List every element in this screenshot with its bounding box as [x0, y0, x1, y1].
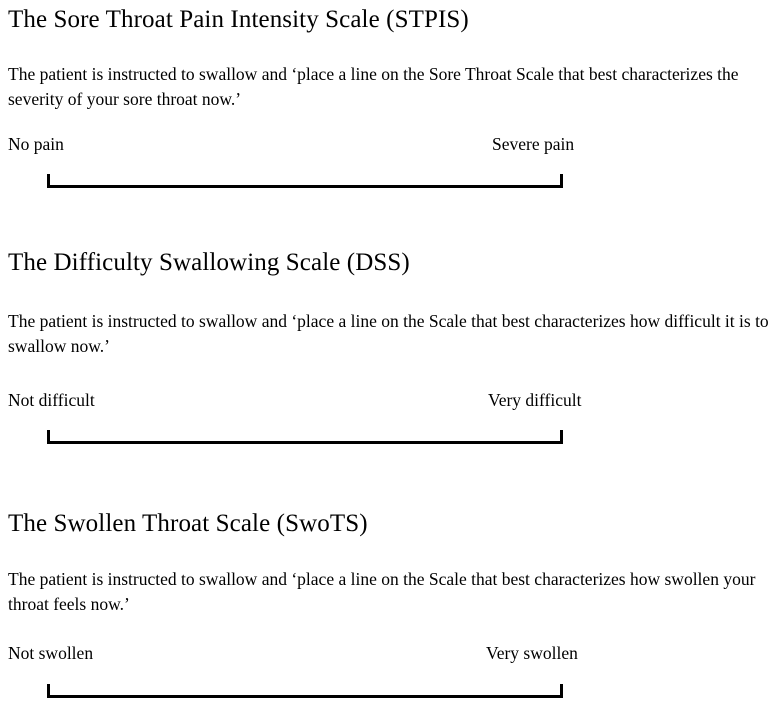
dss-right-label: Very difficult [488, 390, 582, 410]
swots-title: The Swollen Throat Scale (SwoTS) [8, 510, 368, 537]
dss-title: The Difficulty Swallowing Scale (DSS) [8, 249, 410, 276]
dss-instruction: The patient is instructed to swallow and ‘place a line on the Scale that best characterizes how difficult it is to swallow now.’ [8, 311, 769, 356]
stpis-title: The Sore Throat Pain Intensity Scale (STPIS) [8, 6, 469, 33]
stpis-instruction: The patient is instructed to swallow and ‘place a line on the Sore Throat Scale that best characterizes the severity of your sore throat now.’ [8, 64, 739, 109]
dss-scale-line[interactable] [47, 430, 563, 444]
swots-scale-line[interactable] [47, 684, 563, 698]
swots-right-label: Very swollen [486, 643, 578, 663]
stpis-scale-line[interactable] [47, 174, 563, 188]
stpis-right-label: Severe pain [492, 134, 575, 154]
swots-instruction: The patient is instructed to swallow and ‘place a line on the Scale that best characterizes how swollen your throat feels now.’ [8, 569, 756, 614]
stpis-left-label: No pain [8, 134, 64, 154]
swots-left-label: Not swollen [8, 643, 94, 663]
dss-left-label: Not difficult [8, 390, 95, 410]
